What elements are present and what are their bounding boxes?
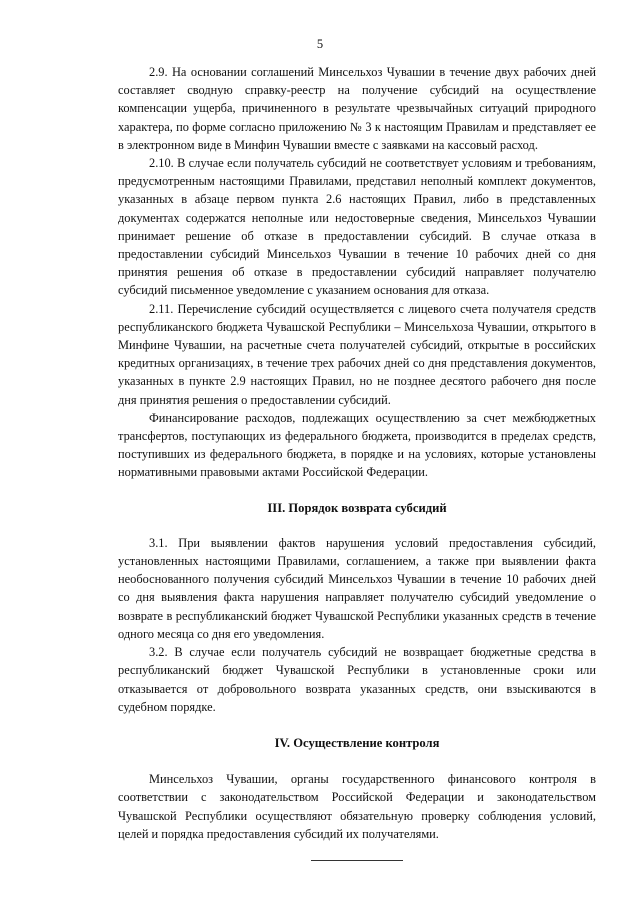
document-body — [118, 63, 596, 861]
paragraph-2-10: 2.10. В случае если получатель субсидий не соответствует условиям и требованиям, предусмотренным настоящими Правилами, представил неполный комплект документов, указанных в абзаце первом пункта 2.6 настоящих Правил, либо в представленных документах содержатся неполные или недостоверные сведения, Минсельхоз Чувашии принимает решение об отказе в предоставлении субсидий. В случае отказа в предоставлении субсидий Минсельхоз Чувашии в течение 10 рабочих дней со дня принятия решения об отказе в предоставлении субсидий направляет получателю субсидий письменное уведомление с указанием основания для отказа. — [118, 156, 596, 298]
end-divider — [311, 860, 403, 861]
paragraph-3-2: 3.2. В случае если получатель субсидий не возвращает бюджетные средства в республиканский бюджет Чувашской Республики в установленные сроки или отказывается от добровольного возврата указанных средств, они взыскиваются в судебном порядке. — [118, 645, 596, 714]
section-3-heading: III. Порядок возврата субсидий — [267, 500, 447, 515]
paragraph-2-9: 2.9. На основании соглашений Минсельхоз Чувашии в течение двух рабочих дней составляет сводную справку-реестр на получение субсидий на осуществление компенсации ущерба, причиненного в результате чрезвычайных ситуаций природного характера, по форме согласно приложению № 3 к настоящим Правилам и представляет ее в электронном виде в Минфин Чувашии вместе с заявками на кассовый расход. — [118, 65, 596, 152]
paragraph-financing: Финансирование расходов, подлежащих осуществлению за счет межбюджетных трансфертов, поступающих из федерального бюджета, производится в пределах средств, поступивших из федерального бюджета, в порядке и на условиях, которые установлены нормативными правовыми актами Российской Федерации. — [118, 410, 596, 480]
paragraph-control: Минсельхоз Чувашии, органы государственного финансового контроля в соответствии с законодательством Российской Федерации и законодательством Чувашской Республики осуществляют обязательную проверку соблюдения условий, целей и порядка предоставления субсидий их получателями. — [118, 772, 596, 841]
paragraph-2-11: 2.11. Перечисление субсидий осуществляется с лицевого счета получателя средств республиканского бюджета Чувашской Республики – Минсельхоза Чувашии, открытого в Минфине Чувашии, на расчетные счета получателей субсидий, открытые в российских кредитных организациях, в течение трех рабочих дней со дня представления документов, указанных в пункте 2.9 настоящих Правил, но не позднее десятого рабочего дня после дня принятия решения о предоставлении субсидий. — [118, 301, 596, 407]
section-4-heading: IV. Осуществление контроля — [274, 735, 440, 750]
page-number: 5 — [316, 37, 324, 51]
paragraph-3-1: 3.1. При выявлении фактов нарушения условий предоставления субсидий, установленных настоящими Правилами, соглашением, а также при выявлении факта необоснованного получения субсидий Минсельхоз Чувашии в течение 10 рабочих дней со дня выявления факта нарушения направляет получателю субсидий уведомление о возврате в республиканский бюджет Чувашской Республики указанных средств в течение одного месяца со дня его уведомления. — [118, 535, 596, 641]
